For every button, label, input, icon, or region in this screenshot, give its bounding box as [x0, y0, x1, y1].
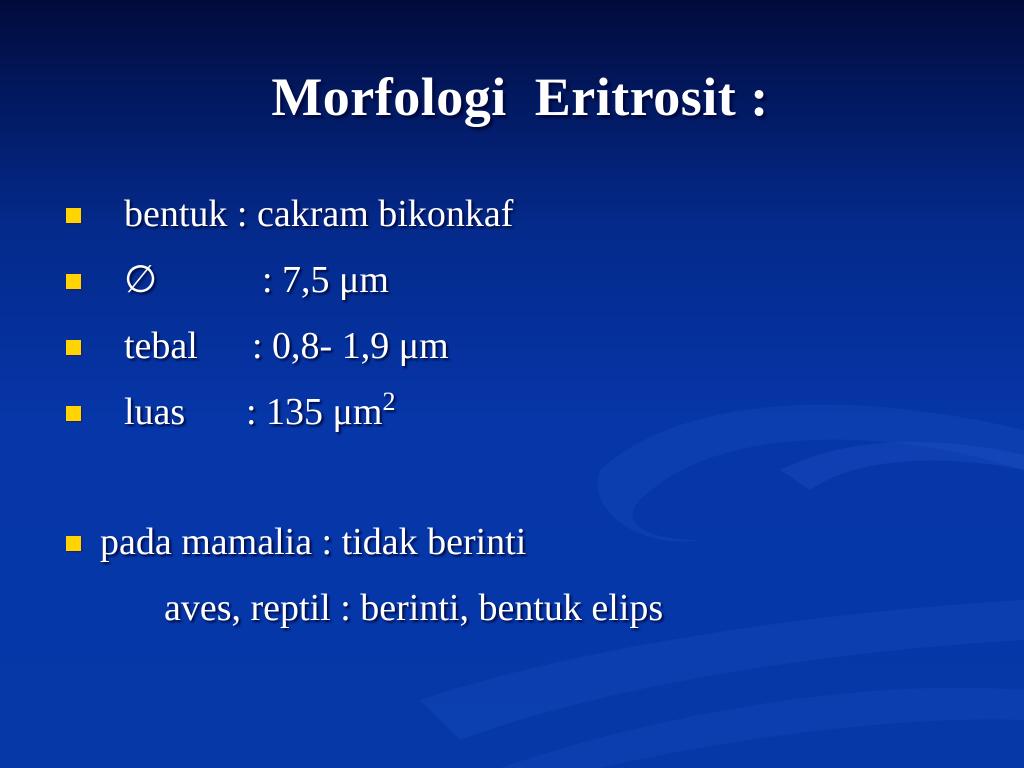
area-value-wrapper — [246, 387, 396, 434]
square-bullet-icon — [66, 274, 81, 289]
area-superscript: 2 — [382, 387, 396, 416]
square-bullet-icon — [66, 536, 81, 551]
continuation-text: aves, reptil : berinti, bentuk elips — [164, 587, 664, 629]
diameter-symbol: ∅ — [124, 259, 158, 301]
bullet-text: pada mamalia : tidak berinti — [100, 521, 527, 563]
thickness-label: tebal — [124, 325, 198, 367]
continuation-line — [0, 586, 664, 674]
thickness-value: : 0,8- 1,9 μm — [252, 325, 449, 367]
slide-title: Morfologi Eritrosit : — [271, 67, 769, 127]
square-bullet-icon — [66, 208, 81, 223]
square-bullet-icon — [66, 406, 81, 421]
square-bullet-icon — [66, 340, 81, 355]
diameter-value: : 7,5 μm — [262, 259, 389, 301]
area-value: : 135 μm — [246, 391, 383, 433]
bullet-text: bentuk : cakram bikonkaf — [124, 193, 514, 235]
area-label: luas — [124, 391, 186, 433]
